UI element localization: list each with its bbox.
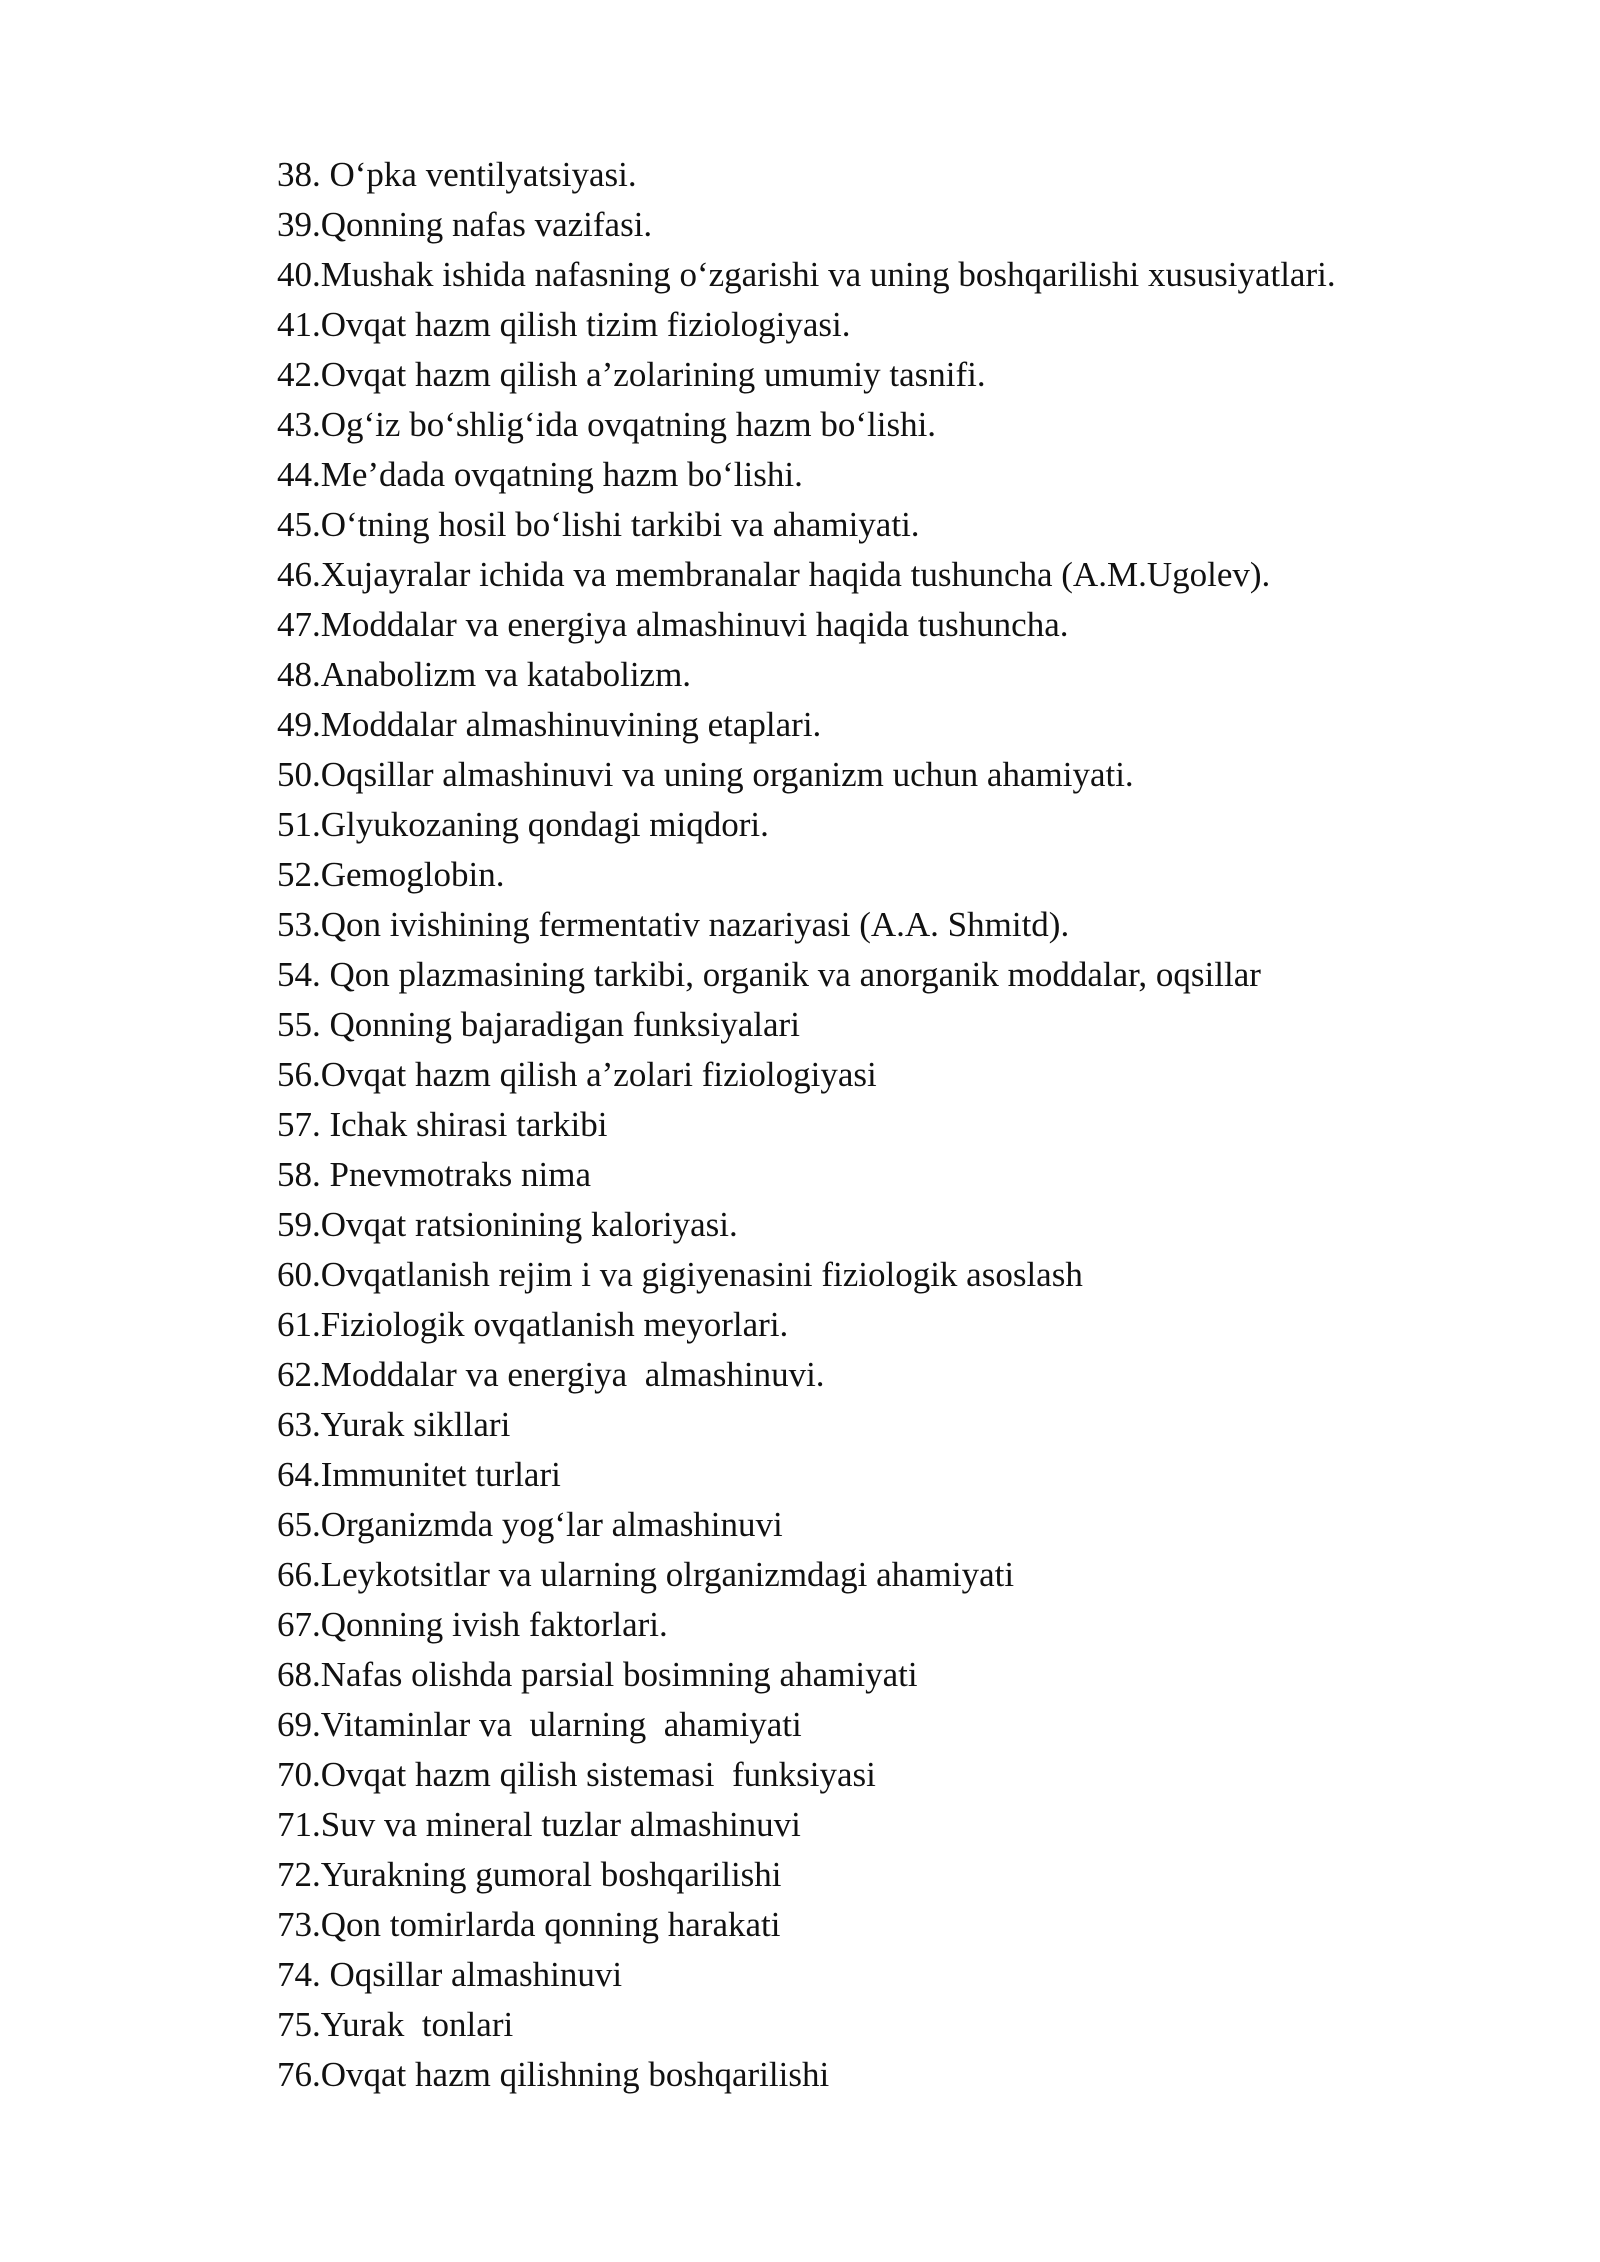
list-item: 48.Anabolizm va katabolizm. — [277, 655, 692, 694]
list-item: 72.Yurakning gumoral boshqarilishi — [277, 1855, 782, 1894]
list-item: 44.Me’dada ovqatning hazm boʻlishi. — [277, 455, 803, 494]
list-item: 41.Ovqat hazm qilish tizim fiziologiyasi. — [277, 305, 851, 344]
list-item: 62.Moddalar va energiya almashinuvi. — [277, 1355, 825, 1394]
list-item: 68.Nafas olishda parsial bosimning ahamiyati — [277, 1655, 918, 1694]
list-item: 58. Pnevmotraks nima — [277, 1155, 591, 1194]
list-item: 39.Qonning nafas vazifasi. — [277, 205, 653, 244]
list-item: 40.Mushak ishida nafasning oʻzgarishi va uning boshqarilishi xususiyatlari. — [277, 255, 1336, 294]
list-item: 71.Suv va mineral tuzlar almashinuvi — [277, 1805, 801, 1844]
list-item: 70.Ovqat hazm qilish sistemasi funksiyasi — [277, 1755, 876, 1794]
list-item: 47.Moddalar va energiya almashinuvi haqida tushuncha. — [277, 605, 1069, 644]
list-item: 61.Fiziologik ovqatlanish meyorlari. — [277, 1305, 789, 1344]
list-item: 73.Qon tomirlarda qonning harakati — [277, 1905, 781, 1944]
list-item: 51.Glyukozaning qondagi miqdori. — [277, 805, 769, 844]
list-item: 42.Ovqat hazm qilish a’zolarining umumiy tasnifi. — [277, 355, 986, 394]
list-item: 53.Qon ivishining fermentativ nazariyasi (A.A. Shmitd). — [277, 905, 1070, 944]
list-item: 76.Ovqat hazm qilishning boshqarilishi — [277, 2055, 830, 2094]
list-item: 69.Vitaminlar va ularning ahamiyati — [277, 1705, 802, 1744]
list-item: 59.Ovqat ratsionining kaloriyasi. — [277, 1205, 738, 1244]
list-item: 55. Qonning bajaradigan funksiyalari — [277, 1005, 800, 1044]
list-item: 67.Qonning ivish faktorlari. — [277, 1605, 668, 1644]
list-item: 60.Ovqatlanish rejim i va gigiyenasini fiziologik asoslash — [277, 1255, 1083, 1294]
list-item: 38. Oʻpka ventilyatsiyasi. — [277, 155, 637, 194]
list-item: 52.Gemoglobin. — [277, 855, 505, 894]
list-item: 75.Yurak tonlari — [277, 2005, 514, 2044]
list-item: 63.Yurak sikllari — [277, 1405, 511, 1444]
question-list — [277, 150, 1336, 2100]
list-item: 46.Xujayralar ichida va membranalar haqida tushuncha (A.M.Ugolev). — [277, 555, 1271, 594]
list-item: 66.Leykotsitlar va ularning olrganizmdagi ahamiyati — [277, 1555, 1015, 1594]
list-item: 50.Oqsillar almashinuvi va uning organizm uchun ahamiyati. — [277, 755, 1134, 794]
list-item: 54. Qon plazmasining tarkibi, organik va anorganik moddalar, oqsillar — [277, 955, 1261, 994]
list-item: 45.Oʻtning hosil boʻlishi tarkibi va ahamiyati. — [277, 505, 920, 544]
list-item: 64.Immunitet turlari — [277, 1455, 561, 1494]
list-item: 74. Oqsillar almashinuvi — [277, 1955, 623, 1994]
list-item: 56.Ovqat hazm qilish a’zolari fiziologiyasi — [277, 1055, 877, 1094]
list-item: 65.Organizmda yogʻlar almashinuvi — [277, 1505, 783, 1544]
list-item: 57. Ichak shirasi tarkibi — [277, 1105, 608, 1144]
list-item: 49.Moddalar almashinuvining etaplari. — [277, 705, 822, 744]
list-item: 43.Ogʻiz boʻshligʻida ovqatning hazm boʻlishi. — [277, 405, 937, 444]
